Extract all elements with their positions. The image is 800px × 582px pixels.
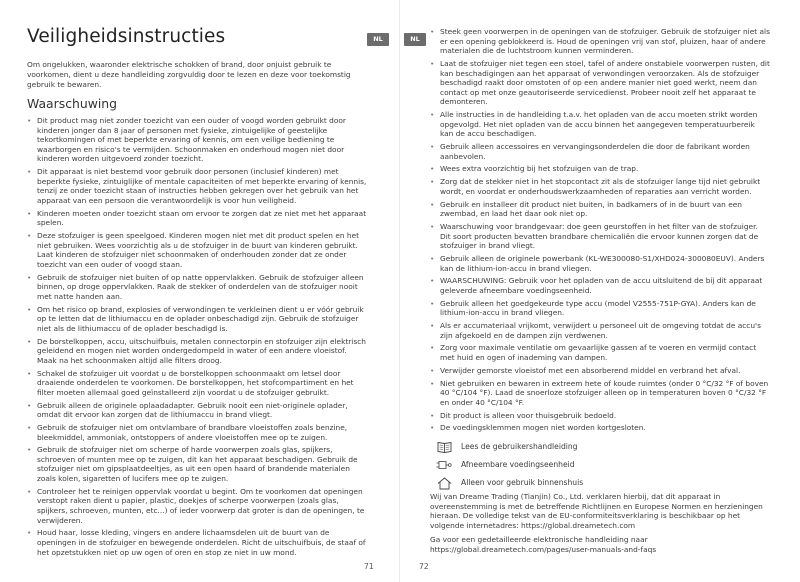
bullet-text: Niet gebruiken en bewaren in extreem hete of koude ruimtes (onder 0 °C/32 °F of boven 40 °C/104 °F). Laad de snoerloze stofzuiger alleen op in temperaturen boven 0 °C/32 °F en onder 40 °C/104 °F. bbox=[440, 378, 769, 407]
bullet-text: Gebruik de stofzuiger niet om ontvlambare of brandbare vloeistoffen zoals benzine, bleekmiddel, ammoniak, ontstoppers of andere vloeistoffen mee op te zuigen. bbox=[37, 422, 348, 442]
bullet-text: Gebruik alleen de originele oplaadadapter. Gebruik nooit een niet-originele oplader, omdat dit ervoor kan zorgen dat de lithiumaccu in brand vliegt. bbox=[37, 400, 348, 420]
bullet-text: Controleer het te reinigen oppervlak voordat u begint. Om te voorkomen dat openingen verstopt raken dient u papier, plastic, doekjes of scherpe voorwerpen (zoals glas, spijkers, schroeven, munten, etc...) of ieder voorwerp dat groter is dan de openingen, te verwijderen. bbox=[37, 486, 365, 525]
bullet-dot-icon: • bbox=[430, 110, 435, 120]
warning-list bbox=[27, 116, 367, 560]
bullet-dot-icon: • bbox=[27, 528, 32, 538]
bullet-item bbox=[27, 116, 367, 164]
page-title: Veiligheidsinstructies bbox=[27, 26, 226, 47]
bullet-text: Kinderen moeten onder toezicht staan om ervoor te zorgen dat ze niet met het apparaat spelen. bbox=[37, 208, 367, 228]
bullet-item bbox=[27, 445, 367, 483]
bullet-text: Laat de stofzuiger niet tegen een stoel, tafel of andere onstabiele voorwerpen rusten, dit kan beschadigingen aan het apparaat of verwondingen veroorzaken. Als de stofzuiger beschadigd raakt door omstoten of op een andere manier niet goed werkt, neem dan contact op met onze geautoriseerde servicedienst. Probeer nooit zelf het apparaat te demonteren. bbox=[440, 58, 770, 107]
legend-label: Alleen voor gebruik binnenshuis bbox=[461, 478, 584, 487]
bullet-item bbox=[27, 369, 367, 398]
bullet-dot-icon: • bbox=[27, 400, 32, 410]
bullet-dot-icon: • bbox=[430, 199, 435, 209]
bullet-item bbox=[430, 164, 770, 174]
intro-paragraph: Om ongelukken, waaronder elektrische schokken of brand, door onjuist gebruik te voorkomen, dient u deze handleiding zorgvuldig door te lezen en deze voor toekomstig gebruik te bewaren. bbox=[27, 60, 351, 89]
bullet-text: Zorg dat de stekker niet in het stopcontact zit als de stofzuiger lange tijd niet gebruikt wordt, en voordat er onderhoudswerkzaamheden of reparaties aan verricht worden. bbox=[440, 177, 761, 196]
bullet-item bbox=[430, 142, 770, 161]
bullet-text: Gebruik alleen het goedgekeurde type accu (model V2555-751P-GYA). Anders kan de lithium-ion-accu in brand vliegen. bbox=[440, 298, 756, 318]
bullet-dot-icon: • bbox=[27, 486, 32, 496]
bullet-dot-icon: • bbox=[430, 410, 435, 420]
bullet-dot-icon: • bbox=[27, 231, 32, 241]
legend-item bbox=[436, 456, 766, 474]
bullet-dot-icon: • bbox=[430, 177, 435, 187]
bullet-text: Gebruik en installeer dit product niet buiten, in badkamers of in de buurt van een zwembad, en laad het daar ook niet op. bbox=[440, 199, 742, 219]
bullet-item bbox=[430, 366, 770, 376]
bullet-item bbox=[27, 423, 367, 442]
power-supply-icon bbox=[436, 458, 452, 472]
bullet-text: Verwijder gemorste vloeistof met een absorberend middel en verbrand het afval. bbox=[440, 365, 741, 375]
warning-list-continued bbox=[430, 27, 770, 436]
bullet-dot-icon: • bbox=[430, 321, 435, 331]
bullet-item bbox=[430, 343, 770, 362]
right-page bbox=[400, 0, 800, 582]
page-number: 71 bbox=[364, 562, 374, 571]
legend-item bbox=[436, 474, 766, 492]
bullet-text: Schakel de stofzuiger uit voordat u de borstelkoppen schoonmaakt om letsel door draaiende onderdelen te voorkomen. De borstelkoppen, het stofcompartiment en het filter moeten allemaal goed geïnstalleerd zijn voordat u de stofzuiger gebruikt. bbox=[37, 368, 354, 397]
bullet-dot-icon: • bbox=[27, 272, 32, 282]
bullet-dot-icon: • bbox=[27, 167, 32, 177]
bullet-item bbox=[430, 254, 770, 273]
bullet-dot-icon: • bbox=[430, 142, 435, 152]
bullet-dot-icon: • bbox=[430, 222, 435, 231]
bullet-item bbox=[27, 167, 367, 205]
bullet-item bbox=[27, 401, 367, 420]
bullet-dot-icon: • bbox=[430, 27, 435, 36]
bullet-item bbox=[430, 299, 770, 318]
bullet-item bbox=[27, 231, 367, 269]
bullet-item bbox=[27, 209, 367, 228]
bullet-dot-icon: • bbox=[430, 164, 435, 174]
bullet-item bbox=[27, 487, 367, 525]
bullet-dot-icon: • bbox=[27, 116, 32, 125]
house-icon bbox=[436, 476, 452, 490]
bullet-text: Dit apparaat is niet bestemd voor gebruik door personen (inclusief kinderen) met beperkte fysieke, zintuiglijke of mentale capaciteiten of met beperkte ervaring of kennis, tenzij ze onder toezicht staan of instructies hebben gekregen over het gebruik van het apparaat van een persoon die verantwoordelijk is voor hun veiligheid. bbox=[37, 167, 367, 205]
bullet-item bbox=[430, 423, 770, 433]
bullet-text: Dit product mag niet zonder toezicht van een ouder of voogd worden gebruikt door kinderen jonger dan 8 jaar of personen met fysieke, zintuigelijke of geestelijke tekortkomingen of met beperkte ervaring of kennis, om een veilige bediening te waarborgen en risico's te vermijden. Schoonmaken en onderhoud mogen niet door kinderen worden uitgevoerd zonder toezicht. bbox=[37, 116, 346, 164]
bullet-dot-icon: • bbox=[430, 365, 435, 375]
bullet-text: Houd haar, losse kleding, vingers en andere lichaamsdelen uit de buurt van de openingen in de stofzuiger en bewegende onderdelen. Richt de uitschuifbuis, de staaf of het opzetstukken niet op uw ogen of oren en stop ze niet in uw mond. bbox=[37, 528, 366, 557]
bullet-text: De voedingsklemmen mogen niet worden kortgesloten. bbox=[440, 423, 646, 433]
bullet-dot-icon: • bbox=[27, 445, 32, 455]
bullet-dot-icon: • bbox=[27, 208, 32, 218]
bullet-text: De borstelkoppen, accu, uitschuifbuis, metalen connectorpin en stofzuiger zijn elektrisch geleidend en mogen niet worden ondergedompeld in water of een andere vloeistof. Maak na het schoonmaken altijd alle filters droog. bbox=[37, 336, 366, 365]
bullet-text: Gebruik de stofzuiger niet om scherpe of harde voorwerpen zoals glas, spijkers, schroeven of munten mee op te zuigen, dit kan het apparaat beschadigen. Gebruik de stofzuiger niet om gipsplaatdeeltjes, as uit een open haard of brandende materialen zoals kolen, sigaretten of lucifers mee op te zuigen. bbox=[37, 445, 358, 484]
bullet-text: Steek geen voorwerpen in de openingen van de stofzuiger. Gebruik de stofzuiger niet als er een opening geblokkeerd is. Houd de openingen vrij van stof, pluizen, haar of andere materialen die de luchtstroom kunnen verminderen. bbox=[440, 27, 770, 56]
bullet-item bbox=[27, 273, 367, 302]
bullet-item bbox=[430, 59, 770, 107]
legend-item bbox=[436, 438, 766, 456]
bullet-dot-icon: • bbox=[27, 368, 32, 378]
bullet-item bbox=[430, 411, 770, 421]
bullet-item bbox=[430, 379, 770, 408]
bullet-item bbox=[430, 321, 770, 340]
bullet-dot-icon: • bbox=[430, 276, 435, 286]
bullet-text: Gebruik alleen accessoires en vervangingsonderdelen die door de fabrikant worden aanbevolen. bbox=[440, 142, 750, 161]
bullet-text: Gebruik alleen de originele powerbank (KL-WE300080-S1/XHD024-300080EUV). Anders kan de lithium-ion-accu in brand vliegen. bbox=[440, 253, 765, 273]
bullet-item bbox=[27, 528, 367, 557]
legend-label: Lees de gebruikershandleiding bbox=[461, 442, 578, 451]
bullet-dot-icon: • bbox=[430, 58, 435, 68]
bullet-dot-icon: • bbox=[430, 423, 435, 433]
bullet-dot-icon: • bbox=[430, 378, 435, 388]
book-icon bbox=[436, 440, 452, 454]
bullet-item bbox=[430, 200, 770, 219]
bullet-text: Alle instructies in de handleiding t.a.v. het opladen van de accu moeten strikt worden opgevolgd. Het niet opladen van de accu binnen het aangegeven temperatuurbereik kan de accu beschadigen. bbox=[440, 110, 758, 139]
bullet-text: Deze stofzuiger is geen speelgoed. Kinderen mogen niet met dit product spelen en het niet gebruiken. Wees voorzichtig als u de stofzuiger in de buurt van kinderen gebruikt. Laat kinderen de stofzuiger niet schoonmaken of onderhouden zonder dat ze onder toezicht van een ouder of voogd staan. bbox=[37, 231, 360, 269]
page-number: 72 bbox=[419, 562, 429, 571]
online-manual-text: Ga voor een gedetailleerde elektronische handleiding naar https://global.dreametech.com/pages/user-manuals-and-faqs bbox=[430, 535, 657, 554]
warning-heading: Waarschuwing bbox=[27, 96, 118, 111]
bullet-text: Zorg voor maximale ventilatie om gevaarlijke gassen af te voeren en vermijd contact met huid en ogen of inademing van dampen. bbox=[440, 343, 757, 363]
bullet-dot-icon: • bbox=[27, 336, 32, 346]
conformity-declaration: Wij van Dreame Trading (Tianjin) Co., Ltd. verklaren hierbij, dat dit apparaat in overeenstemming is met de betreffende Richtlijnen en Europese Normen en herzieningen hieraan. De volledige tekst van de EU-conformiteitsverklaring is beschikbaar op het volgende internetadres: https://global.dreametech.com bbox=[430, 492, 763, 530]
bullet-item bbox=[27, 305, 367, 334]
legend-label: Afneembare voedingseenheid bbox=[461, 460, 575, 469]
bullet-text: Om het risico op brand, explosies of verwondingen te verkleinen dient u er vóór gebruik op te letten dat de lithiumaccu en de oplader onbeschadigd zijn. Gebruik de stofzuiger niet als de lithiumaccu of de oplader beschadigd is. bbox=[37, 304, 364, 333]
bullet-dot-icon: • bbox=[27, 304, 32, 314]
bullet-item bbox=[430, 222, 770, 251]
language-tab: NL bbox=[367, 33, 389, 46]
bullet-item bbox=[27, 337, 367, 366]
bullet-item bbox=[430, 110, 770, 139]
bullet-dot-icon: • bbox=[27, 422, 32, 432]
bullet-text: Waarschuwing voor brandgevaar: doe geen geurstoffen in het filter van de stofzuiger. Dit soort producten bevatten brandbare chemicaliën die ervoor kunnen zorgen dat de stofzuiger in brand vliegt. bbox=[440, 222, 759, 251]
bullet-text: Als er accumateriaal vrijkomt, verwijdert u personeel uit de omgeving totdat de accu's zijn afgekoeld en de dampen zijn verdwenen. bbox=[440, 321, 761, 340]
bullet-text: WAARSCHUWING: Gebruik voor het opladen van de accu uitsluitend de bij dit apparaat geleverde afneembare voedingseenheid. bbox=[440, 276, 763, 295]
language-tab: NL bbox=[404, 33, 426, 46]
bullet-item bbox=[430, 276, 770, 295]
bullet-text: Wees extra voorzichtig bij het stofzuigen van de trap. bbox=[440, 164, 639, 174]
bullet-text: Dit product is alleen voor thuisgebruik bedoeld. bbox=[440, 410, 617, 420]
bullet-dot-icon: • bbox=[430, 298, 435, 308]
bullet-item bbox=[430, 177, 770, 196]
bullet-dot-icon: • bbox=[430, 343, 435, 353]
bullet-text: Gebruik de stofzuiger niet buiten of op natte oppervlakken. Gebruik de stofzuiger alleen binnen, op droge oppervlakken. Raak de stekker of onderdelen van de stofzuiger nooit met natte handen aan. bbox=[37, 272, 364, 301]
symbol-legend bbox=[436, 438, 766, 492]
bullet-dot-icon: • bbox=[430, 253, 435, 263]
bullet-item bbox=[430, 27, 770, 56]
